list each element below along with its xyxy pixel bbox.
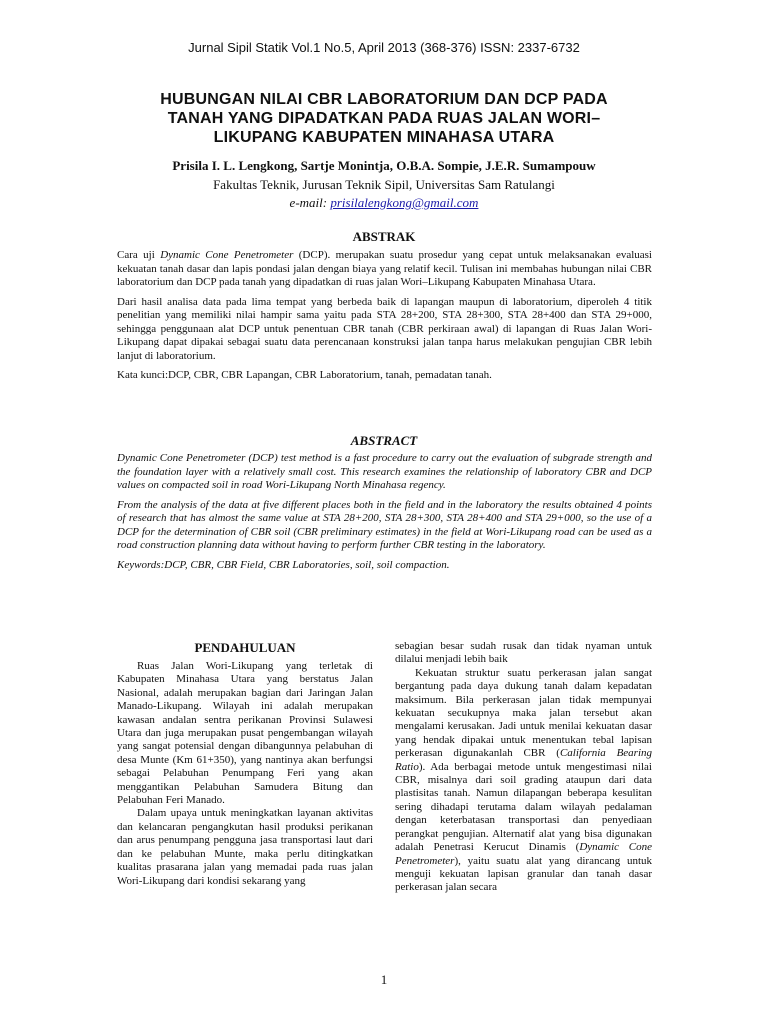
left-column bbox=[117, 660, 373, 888]
page-number: 1 bbox=[380, 972, 388, 987]
title-line-2: TANAH YANG DIPADATKAN PADA RUAS JALAN WORI– bbox=[167, 110, 601, 127]
body-paragraph bbox=[395, 667, 652, 895]
abstrak-text: Cara uji bbox=[117, 249, 161, 261]
affiliation: Fakultas Teknik, Jurusan Teknik Sipil, Universitas Sam Ratulangi bbox=[213, 177, 555, 192]
body-term: California Bearing Ratio bbox=[395, 747, 653, 773]
pendahuluan-heading: PENDAHULUAN bbox=[194, 640, 296, 655]
author-list: Prisila I. L. Lengkong, Sartje Monintja, O.B.A. Sompie, J.E.R. Sumampouw bbox=[172, 158, 596, 173]
abstrak-term: Dynamic Cone Penetrometer bbox=[160, 249, 294, 261]
abstrak-text: (DCP). merupakan suatu prosedur yang cepat untuk melaksanakan evaluasi kekuatan tanah dasar dan lapis pondasi jalan dengan biaya yang relatif kecil. Tulisan ini membahas hubungan nilai CBR laboratorium dan DCP pada tanah yang dipadatkan di ruas jalan Wori–Likupang Kabupaten Minahasa Utara. bbox=[117, 249, 652, 288]
right-column bbox=[395, 640, 652, 895]
abstrak-heading: ABSTRAK bbox=[352, 229, 416, 244]
body-term: Dynamic Cone Penetrometer bbox=[395, 841, 652, 867]
abstrak-body bbox=[117, 249, 652, 389]
abstract-paragraph: From the analysis of the data at five different places both in the field and in the laboratory the results obtained 4 points of research that has almost the same value at STA 28+200, STA 28+300, STA 28+400 and STA 29+000, so the use of a DCP for the determination of CBR soil (CBR preliminary estimates) in the field at Wori-Likupang road can be used as a road construction planning data without having to perform further CBR testing in the laboratory. bbox=[117, 498, 652, 551]
title-line-3: LIKUPANG KABUPATEN MINAHASA UTARA bbox=[213, 129, 555, 146]
title-line-1: HUBUNGAN NILAI CBR LABORATORIUM DAN DCP PADA bbox=[160, 91, 608, 108]
paper-title bbox=[100, 90, 668, 147]
body-text: Kekuatan struktur suatu perkerasan jalan sangat bergantung pada daya dukung tanah dalam kepadatan maksimum. Bila perkerasan jalan tidak mempunyai kekuatan secukupnya maka jalan tersebut akan mengalami kerusakan. Jadi untuk menilai kekuatan dasar yang hendak dipakai untuk menentukan tebal lapisan perkerasan digunakanlah CBR ( bbox=[395, 666, 652, 760]
abstract-keywords: Keywords:DCP, CBR, CBR Field, CBR Laboratories, soil, soil compaction. bbox=[117, 558, 450, 571]
body-paragraph: Ruas Jalan Wori-Likupang yang terletak di Kabupaten Minahasa Utara yang berstatus Jalan Nasional, adalah merupakan bagian dari Jaringan Jalan Manado-Likupang. Wilayah ini adalah merupakan kawasan andalan sentra perikanan Provinsi Sulawesi Utara dan juga merupakan pusat pengembangan wilayah yang sangat potensial dengan dibangunnya pelabuhan di desa Munte (Km 61+350), yang nantinya akan berfungsi sebagai Pelabuhan Penumpang Feri yang akan menggantikan Pelabuhan Samudera Bitung dan Pelabuhan Feri Manado. bbox=[117, 660, 373, 807]
body-paragraph: Dalam upaya untuk meningkatkan layanan aktivitas dan kelancaran pengangkutan hasil produksi perikanan dan arus penumpang pengguna jasa transportasi laut dari dan ke pelabuhan Munte, maka perlu ditingkatkan kualitas prasarana jalan yang memadai pada ruas jalan Wori-Likupang dari kondisi sekarang yang bbox=[117, 807, 373, 887]
email-link[interactable]: prisilalengkong@gmail.com bbox=[330, 195, 479, 210]
email-line bbox=[60, 195, 708, 211]
abstrak-keywords: Kata kunci:DCP, CBR, CBR Lapangan, CBR Laboratorium, tanah, pemadatan tanah. bbox=[117, 369, 492, 381]
body-paragraph: sebagian besar sudah rusak dan tidak nyaman untuk dilalui menjadi lebih baik bbox=[395, 640, 652, 666]
abstrak-paragraph: Dari hasil analisa data pada lima tempat yang berbeda baik di lapangan maupun di laboratorium, diperoleh 4 titik penelitian yang memiliki nilai hampir sama yaitu pada STA 28+200, STA 28+300, STA 28+400 dan STA 29+000, sehingga penggunaan alat DCP untuk penentuan CBR tanah (CBR perkiraan awal) di lapangan di Ruas Jalan Wori-Likupang dapat dipakai sebagai suatu data perencanaan konstruksi jalan tanpa harus melakukan pengujian CBR lebih lanjut di laboratorium. bbox=[117, 295, 652, 362]
body-text: ), yaitu suatu alat yang dirancang untuk menguji kekuatan lapisan granular dan tanah dasar perkerasan jalan secara bbox=[395, 854, 652, 894]
abstract-paragraph: Dynamic Cone Penetrometer (DCP) test method is a fast procedure to carry out the evaluation of subgrade strength and the foundation layer with a relatively small cost. This research examines the relationship of laboratory CBR and DCP values on compacted soil in road Wori-Likupang North Minahasa regency. bbox=[117, 452, 652, 491]
abstract-heading: ABSTRACT bbox=[350, 433, 418, 448]
email-label: e-mail: bbox=[289, 195, 331, 210]
journal-header: Jurnal Sipil Statik Vol.1 No.5, April 2013 (368-376) ISSN: 2337-6732 bbox=[188, 40, 580, 55]
abstract-body bbox=[117, 452, 652, 578]
body-text: ). Ada berbagai metode untuk mengestimasi nilai CBR, misalnya dari soil grading ataupun dari data plastisitas tanah. Namun dilapangan beberapa kesulitan sering dihadapi terutama dalam wilayah pedalaman dengan keterbatasan transportasi dan penyediaan perangkat pengujian. Alternatif alat yang bisa digunakan adalah Penetrasi Kerucut Dinamis ( bbox=[395, 760, 652, 854]
abstrak-paragraph bbox=[117, 249, 652, 290]
